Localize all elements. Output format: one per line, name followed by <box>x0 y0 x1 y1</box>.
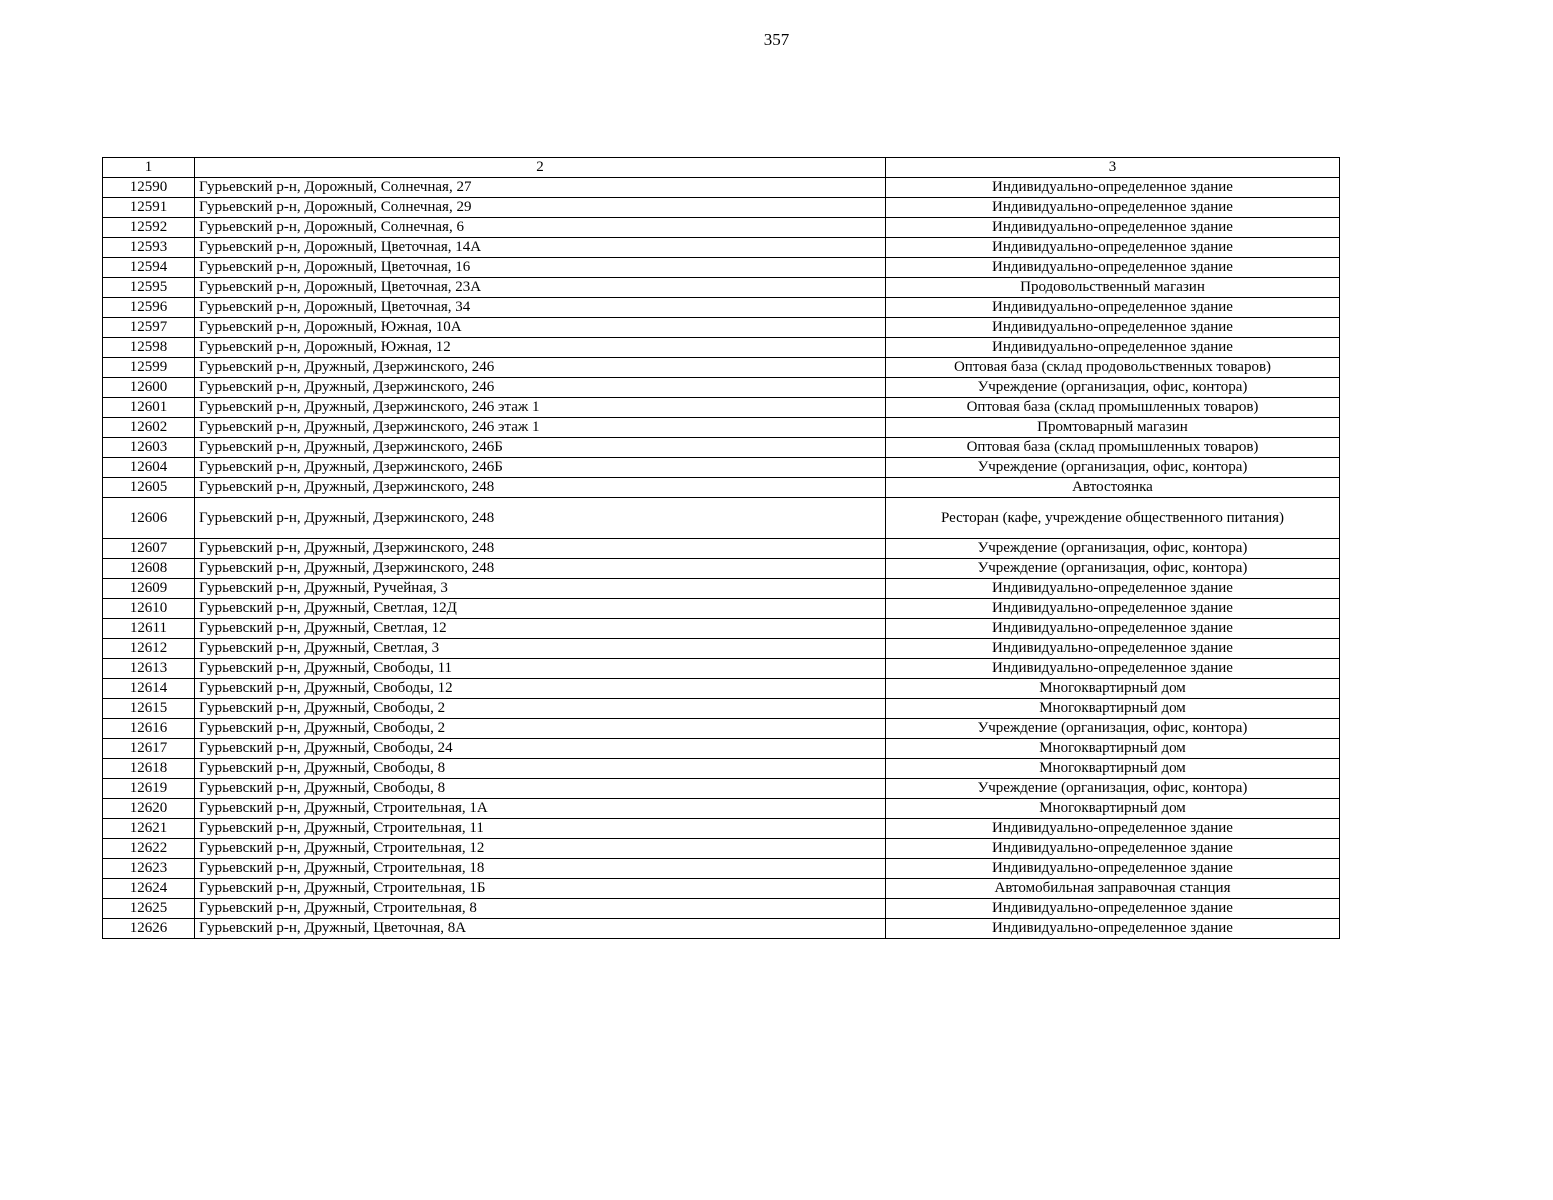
column-header-2: 2 <box>195 158 886 178</box>
row-id-cell: 12603 <box>103 438 195 458</box>
table-row <box>103 539 1340 559</box>
row-address-cell: Гурьевский р-н, Дружный, Светлая, 12 <box>195 619 886 639</box>
row-id-cell: 12597 <box>103 318 195 338</box>
table-row <box>103 579 1340 599</box>
row-address-cell: Гурьевский р-н, Дружный, Дзержинского, 246 этаж 1 <box>195 418 886 438</box>
row-type-cell: Многоквартирный дом <box>886 799 1340 819</box>
row-address-cell: Гурьевский р-н, Дружный, Ручейная, 3 <box>195 579 886 599</box>
table-row <box>103 599 1340 619</box>
row-id-cell: 12622 <box>103 839 195 859</box>
row-type-cell: Индивидуально-определенное здание <box>886 659 1340 679</box>
table-row <box>103 719 1340 739</box>
table-header-row <box>103 158 1340 178</box>
row-id-cell: 12621 <box>103 819 195 839</box>
row-address-cell: Гурьевский р-н, Дружный, Свободы, 8 <box>195 759 886 779</box>
row-type-cell: Оптовая база (склад промышленных товаров) <box>886 438 1340 458</box>
row-address-cell: Гурьевский р-н, Дружный, Дзержинского, 246Б <box>195 458 886 478</box>
row-address-cell: Гурьевский р-н, Дружный, Цветочная, 8А <box>195 919 886 939</box>
row-type-cell: Индивидуально-определенное здание <box>886 919 1340 939</box>
table-row <box>103 238 1340 258</box>
row-type-cell: Индивидуально-определенное здание <box>886 619 1340 639</box>
table-row <box>103 619 1340 639</box>
row-address-cell: Гурьевский р-н, Дружный, Светлая, 3 <box>195 639 886 659</box>
row-id-cell: 12607 <box>103 539 195 559</box>
row-type-cell: Учреждение (организация, офис, контора) <box>886 378 1340 398</box>
table-row <box>103 839 1340 859</box>
row-address-cell: Гурьевский р-н, Дружный, Свободы, 12 <box>195 679 886 699</box>
table-row <box>103 318 1340 338</box>
row-id-cell: 12609 <box>103 579 195 599</box>
table-row <box>103 659 1340 679</box>
row-id-cell: 12611 <box>103 619 195 639</box>
row-id-cell: 12619 <box>103 779 195 799</box>
table-row <box>103 819 1340 839</box>
table-row <box>103 498 1340 539</box>
row-type-cell: Оптовая база (склад продовольственных товаров) <box>886 358 1340 378</box>
row-address-cell: Гурьевский р-н, Дружный, Строительная, 1Б <box>195 879 886 899</box>
row-address-cell: Гурьевский р-н, Дружный, Строительная, 18 <box>195 859 886 879</box>
row-id-cell: 12600 <box>103 378 195 398</box>
row-type-cell: Индивидуально-определенное здание <box>886 599 1340 619</box>
row-id-cell: 12594 <box>103 258 195 278</box>
table-row <box>103 759 1340 779</box>
row-address-cell: Гурьевский р-н, Дружный, Дзержинского, 248 <box>195 539 886 559</box>
table-row <box>103 478 1340 498</box>
row-type-cell: Индивидуально-определенное здание <box>886 639 1340 659</box>
row-type-cell: Многоквартирный дом <box>886 699 1340 719</box>
row-address-cell: Гурьевский р-н, Дружный, Дзержинского, 248 <box>195 498 886 539</box>
table-row <box>103 458 1340 478</box>
row-type-cell: Продовольственный магазин <box>886 278 1340 298</box>
row-id-cell: 12624 <box>103 879 195 899</box>
row-address-cell: Гурьевский р-н, Дружный, Строительная, 8 <box>195 899 886 919</box>
row-id-cell: 12605 <box>103 478 195 498</box>
row-type-cell: Учреждение (организация, офис, контора) <box>886 559 1340 579</box>
row-id-cell: 12613 <box>103 659 195 679</box>
row-id-cell: 12598 <box>103 338 195 358</box>
row-type-cell: Оптовая база (склад промышленных товаров) <box>886 398 1340 418</box>
row-address-cell: Гурьевский р-н, Дружный, Дзержинского, 246 <box>195 378 886 398</box>
row-address-cell: Гурьевский р-н, Дружный, Строительная, 12 <box>195 839 886 859</box>
row-address-cell: Гурьевский р-н, Дружный, Свободы, 24 <box>195 739 886 759</box>
row-type-cell: Индивидуально-определенное здание <box>886 198 1340 218</box>
row-type-cell: Многоквартирный дом <box>886 679 1340 699</box>
row-id-cell: 12614 <box>103 679 195 699</box>
table-row <box>103 178 1340 198</box>
table-row <box>103 679 1340 699</box>
table-row <box>103 859 1340 879</box>
table-row <box>103 298 1340 318</box>
row-id-cell: 12610 <box>103 599 195 619</box>
table-row <box>103 799 1340 819</box>
row-type-cell: Индивидуально-определенное здание <box>886 318 1340 338</box>
row-type-cell: Учреждение (организация, офис, контора) <box>886 539 1340 559</box>
table-row <box>103 699 1340 719</box>
row-address-cell: Гурьевский р-н, Дорожный, Южная, 10А <box>195 318 886 338</box>
column-header-3: 3 <box>886 158 1340 178</box>
row-address-cell: Гурьевский р-н, Дружный, Свободы, 11 <box>195 659 886 679</box>
row-id-cell: 12618 <box>103 759 195 779</box>
table-row <box>103 779 1340 799</box>
row-type-cell: Индивидуально-определенное здание <box>886 899 1340 919</box>
row-address-cell: Гурьевский р-н, Дорожный, Цветочная, 34 <box>195 298 886 318</box>
registry-table <box>102 157 1340 939</box>
table-row <box>103 258 1340 278</box>
page-number: 357 <box>763 30 790 49</box>
row-id-cell: 12623 <box>103 859 195 879</box>
table-row <box>103 639 1340 659</box>
row-address-cell: Гурьевский р-н, Дружный, Дзержинского, 248 <box>195 478 886 498</box>
table-row <box>103 278 1340 298</box>
row-id-cell: 12615 <box>103 699 195 719</box>
row-address-cell: Гурьевский р-н, Дорожный, Солнечная, 6 <box>195 218 886 238</box>
row-type-cell: Индивидуально-определенное здание <box>886 218 1340 238</box>
row-address-cell: Гурьевский р-н, Дорожный, Солнечная, 27 <box>195 178 886 198</box>
table-row <box>103 378 1340 398</box>
row-type-cell: Автостоянка <box>886 478 1340 498</box>
row-id-cell: 12592 <box>103 218 195 238</box>
row-id-cell: 12591 <box>103 198 195 218</box>
row-type-cell: Многоквартирный дом <box>886 759 1340 779</box>
column-header-1: 1 <box>103 158 195 178</box>
row-address-cell: Гурьевский р-н, Дружный, Строительная, 11 <box>195 819 886 839</box>
row-address-cell: Гурьевский р-н, Дружный, Дзержинского, 248 <box>195 559 886 579</box>
row-type-cell: Индивидуально-определенное здание <box>886 819 1340 839</box>
row-id-cell: 12596 <box>103 298 195 318</box>
row-id-cell: 12616 <box>103 719 195 739</box>
row-type-cell: Индивидуально-определенное здание <box>886 338 1340 358</box>
row-type-cell: Автомобильная заправочная станция <box>886 879 1340 899</box>
row-type-cell: Индивидуально-определенное здание <box>886 579 1340 599</box>
row-id-cell: 12626 <box>103 919 195 939</box>
row-id-cell: 12612 <box>103 639 195 659</box>
table-row <box>103 919 1340 939</box>
row-address-cell: Гурьевский р-н, Дружный, Дзержинского, 246 <box>195 358 886 378</box>
row-id-cell: 12599 <box>103 358 195 378</box>
table-row <box>103 879 1340 899</box>
row-address-cell: Гурьевский р-н, Дружный, Дзержинского, 246 этаж 1 <box>195 398 886 418</box>
row-type-cell: Промтоварный магазин <box>886 418 1340 438</box>
row-type-cell: Индивидуально-определенное здание <box>886 258 1340 278</box>
row-type-cell: Индивидуально-определенное здание <box>886 298 1340 318</box>
row-type-cell: Учреждение (организация, офис, контора) <box>886 719 1340 739</box>
row-address-cell: Гурьевский р-н, Дорожный, Цветочная, 14А <box>195 238 886 258</box>
row-address-cell: Гурьевский р-н, Дружный, Свободы, 2 <box>195 719 886 739</box>
row-id-cell: 12602 <box>103 418 195 438</box>
row-address-cell: Гурьевский р-н, Дорожный, Цветочная, 16 <box>195 258 886 278</box>
row-type-cell: Индивидуально-определенное здание <box>886 839 1340 859</box>
row-address-cell: Гурьевский р-н, Дорожный, Цветочная, 23А <box>195 278 886 298</box>
table-row <box>103 398 1340 418</box>
row-id-cell: 12595 <box>103 278 195 298</box>
row-id-cell: 12593 <box>103 238 195 258</box>
row-id-cell: 12604 <box>103 458 195 478</box>
row-type-cell: Индивидуально-определенное здание <box>886 178 1340 198</box>
row-type-cell: Индивидуально-определенное здание <box>886 859 1340 879</box>
table-row <box>103 899 1340 919</box>
table-row <box>103 739 1340 759</box>
table-row <box>103 198 1340 218</box>
row-id-cell: 12606 <box>103 498 195 539</box>
table-row <box>103 338 1340 358</box>
row-address-cell: Гурьевский р-н, Дружный, Дзержинского, 246Б <box>195 438 886 458</box>
row-type-cell: Учреждение (организация, офис, контора) <box>886 458 1340 478</box>
row-type-cell: Учреждение (организация, офис, контора) <box>886 779 1340 799</box>
table-row <box>103 559 1340 579</box>
row-address-cell: Гурьевский р-н, Дружный, Свободы, 2 <box>195 699 886 719</box>
row-type-cell: Индивидуально-определенное здание <box>886 238 1340 258</box>
row-id-cell: 12608 <box>103 559 195 579</box>
table-row <box>103 418 1340 438</box>
row-address-cell: Гурьевский р-н, Дружный, Светлая, 12Д <box>195 599 886 619</box>
row-id-cell: 12590 <box>103 178 195 198</box>
table-row <box>103 438 1340 458</box>
row-type-cell: Ресторан (кафе, учреждение общественного питания) <box>886 498 1340 539</box>
table-row <box>103 218 1340 238</box>
row-type-cell: Многоквартирный дом <box>886 739 1340 759</box>
row-address-cell: Гурьевский р-н, Дорожный, Южная, 12 <box>195 338 886 358</box>
row-address-cell: Гурьевский р-н, Дорожный, Солнечная, 29 <box>195 198 886 218</box>
row-address-cell: Гурьевский р-н, Дружный, Свободы, 8 <box>195 779 886 799</box>
row-id-cell: 12617 <box>103 739 195 759</box>
row-id-cell: 12620 <box>103 799 195 819</box>
registry-table-body <box>103 158 1340 939</box>
row-address-cell: Гурьевский р-н, Дружный, Строительная, 1А <box>195 799 886 819</box>
row-id-cell: 12601 <box>103 398 195 418</box>
table-row <box>103 358 1340 378</box>
row-id-cell: 12625 <box>103 899 195 919</box>
